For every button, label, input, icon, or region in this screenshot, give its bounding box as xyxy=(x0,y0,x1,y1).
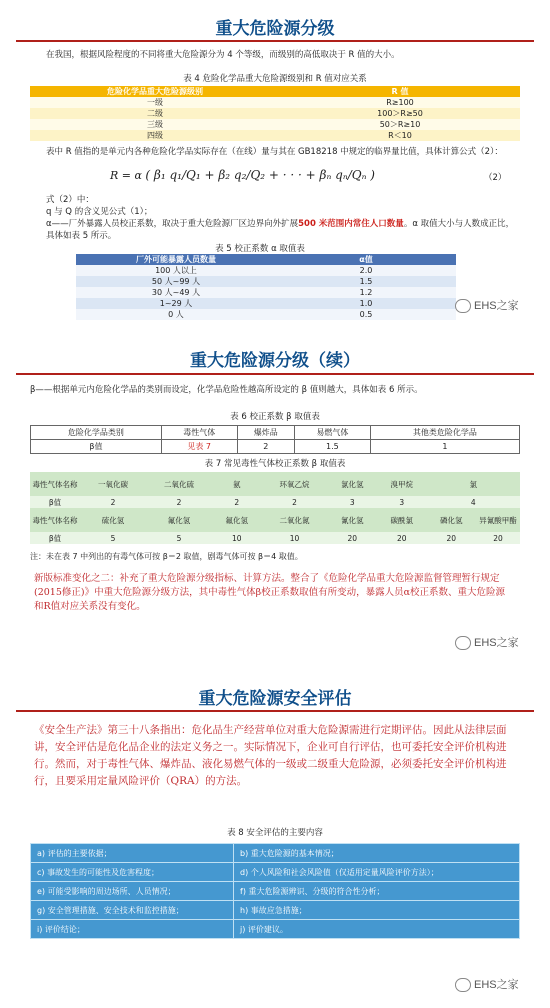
para2-c-text: α——厂外暴露人员校正系数，取决于重大危险源厂区边界向外扩展 xyxy=(46,219,299,229)
table7-cell: 10 xyxy=(212,532,262,544)
table6 xyxy=(30,425,520,454)
table5-cell: 100 人以上 xyxy=(76,265,276,276)
table8-cell: a) 评估的主要依据； xyxy=(31,844,234,863)
table7-cell: 异氰酸甲酯 xyxy=(476,508,520,532)
table4-header: 危险化学品重大危险源级别 xyxy=(30,86,280,97)
table7-cell: 氨 xyxy=(212,472,262,496)
panel2-intro: β——根据单元内危险化学品的类别而设定，化学品危险性越高所设定的 β 值则越大，具体如表 6 所示。 xyxy=(30,385,423,395)
table4 xyxy=(30,86,520,141)
wechat-icon xyxy=(455,299,471,313)
table4-cell: 四级 xyxy=(30,130,280,141)
table5-cell: 50 人~99 人 xyxy=(76,276,276,287)
table6-cell: 1.5 xyxy=(294,440,370,454)
table7-cell: 2 xyxy=(212,496,262,508)
table6-caption: 表 6 校正系数 β 取值表 xyxy=(230,412,320,422)
table7-cell: 磷化氢 xyxy=(427,508,477,532)
table6-cell: 见表 7 xyxy=(161,440,237,454)
panel1-intro: 在我国，根据风险程度的不同将重大危险源分为 4 个等级，而级别的高低取决于 R 值的大小。 xyxy=(46,50,400,60)
formula-number: （2） xyxy=(484,173,507,183)
table6-header: 爆炸品 xyxy=(237,426,294,440)
table7-cell: 4 xyxy=(427,496,521,508)
table5-cell: 1.5 xyxy=(276,276,456,287)
table7-cell: 毒性气体名称 xyxy=(30,508,80,532)
table8 xyxy=(30,843,520,939)
table6-header: 毒性气体 xyxy=(161,426,237,440)
table5 xyxy=(76,254,456,320)
table6-header: 易燃气体 xyxy=(294,426,370,440)
table7-cell: 20 xyxy=(377,532,427,544)
table7-cell: 20 xyxy=(328,532,378,544)
table8-caption: 表 8 安全评估的主要内容 xyxy=(227,828,323,838)
table5-cell: 1.0 xyxy=(276,298,456,309)
watermark-text: EHS之家 xyxy=(474,300,519,312)
table7-cell: 2 xyxy=(80,496,146,508)
title-rule xyxy=(16,373,534,375)
table8-cell: i) 评价结论； xyxy=(31,920,234,939)
table8-cell: h) 事故应急措施； xyxy=(234,901,520,920)
panel3-body: 《安全生产法》第三十八条指出：危化品生产经营单位对重大危险源需进行定期评估。因此从法律层面讲，安全评估是危化品企业的法定义务之一。实际情况下，企业可自行评估，也可委托安全评价机构进行。然而，对于毒性气体、爆炸品、液化易燃气体的一级或二级重大危险源，必须委托安全评价机构进行，且要采用定量风险评价（QRA）的方法。 xyxy=(34,724,507,787)
table7-cell: 硫化氢 xyxy=(80,508,146,532)
para2-red-text: 500 米范围内常住人口数量 xyxy=(298,219,404,229)
panel1-title: 重大危险源分级 xyxy=(215,19,335,39)
table7-cell: 氟化氢 xyxy=(146,508,212,532)
table8-cell: j) 评价建议。 xyxy=(234,920,520,939)
table7-cell: 2 xyxy=(262,496,328,508)
table6-header: 其他类危险化学品 xyxy=(370,426,519,440)
table7-cell: 20 xyxy=(427,532,477,544)
table6-cell: 2 xyxy=(237,440,294,454)
change-note: 新版标准变化之二：补充了重大危险源分级指标、计算方法。整合了《危险化学品重大危险源监督管理暂行规定(2015修正)》中重大危险源分级方法，其中毒性气体β校正系数取值有所变动，暴露人员α校正系数、重大危险源和R值对应关系没有变化。 xyxy=(34,573,505,612)
table5-cell: 1.2 xyxy=(276,287,456,298)
table7-cell: 氯 xyxy=(427,472,521,496)
table7-cell: 溴甲烷 xyxy=(377,472,427,496)
table5-cell: 0.5 xyxy=(276,309,456,320)
table7-note: 注：未在表 7 中列出的有毒气体可按 β＝2 取值，剧毒气体可按 β＝4 取值。 xyxy=(30,552,303,561)
watermark xyxy=(455,976,519,992)
watermark xyxy=(455,297,519,313)
table5-cell: 2.0 xyxy=(276,265,456,276)
formula-body: ( β₁ q₁/Q₁ + β₂ q₂/Q₂ + · · · + βₙ qₙ/Qₙ ) xyxy=(145,168,375,182)
table6-cell: β值 xyxy=(31,440,162,454)
table5-cell: 0 人 xyxy=(76,309,276,320)
table4-cell: 100＞R≥50 xyxy=(280,108,520,119)
formula-lhs: R = α xyxy=(110,169,142,182)
table7-caption: 表 7 常见毒性气体校正系数 β 取值表 xyxy=(204,459,346,469)
para2-a: 式（2）中： xyxy=(46,195,94,205)
wechat-icon xyxy=(455,978,471,992)
table7-cell: 3 xyxy=(328,496,378,508)
table7-cell: 氯化氢 xyxy=(328,472,378,496)
table7-cell: β值 xyxy=(30,532,80,544)
table4-cell: 一级 xyxy=(30,97,280,108)
table7-cell: 10 xyxy=(262,532,328,544)
table7-cell: 3 xyxy=(377,496,427,508)
para2-d-text: 。α 取值大小与人数成正比，具体如表 5 所示。 xyxy=(46,219,515,241)
table5-caption: 表 5 校正系数 α 取值表 xyxy=(215,244,305,254)
table7 xyxy=(30,472,520,544)
table7-cell: 氟化氢 xyxy=(212,508,262,532)
table8-cell: e) 可能受影响的周边场所、人员情况； xyxy=(31,882,234,901)
watermark-text: EHS之家 xyxy=(474,637,519,649)
table8-cell: c) 事故发生的可能性及危害程度； xyxy=(31,863,234,882)
table8-cell: g) 安全管理措施、安全技术和监控措施； xyxy=(31,901,234,920)
table5-header: α值 xyxy=(276,254,456,265)
table4-cell: 二级 xyxy=(30,108,280,119)
wechat-icon xyxy=(455,636,471,650)
panel1-para1: 表中 R 值指的是单元内各种危险化学品实际存在（在线）量与其在 GB18218 中规定的临界量比值，具体计算公式（2）： xyxy=(46,147,503,157)
table8-cell: d) 个人风险和社会风险值（仅适用定量风险评价方法）； xyxy=(234,863,520,882)
title-rule xyxy=(16,710,534,712)
table4-cell: 50＞R≥10 xyxy=(280,119,520,130)
watermark-text: EHS之家 xyxy=(474,979,519,991)
table6-header: 危险化学品类别 xyxy=(31,426,162,440)
table5-cell: 1~29 人 xyxy=(76,298,276,309)
table7-cell: 二氧化氮 xyxy=(262,508,328,532)
table4-header: R 值 xyxy=(280,86,520,97)
table7-cell: 5 xyxy=(80,532,146,544)
table4-cell: R＜10 xyxy=(280,130,520,141)
table8-cell: f) 重大危险源辨识、分级的符合性分析； xyxy=(234,882,520,901)
table7-cell: 2 xyxy=(146,496,212,508)
table7-cell: 碳酰氯 xyxy=(377,508,427,532)
table4-cell: 三级 xyxy=(30,119,280,130)
panel2-title: 重大危险源分级（续） xyxy=(190,351,360,371)
panel3-title: 重大危险源安全评估 xyxy=(198,689,352,709)
table7-cell: 5 xyxy=(146,532,212,544)
para2-b: q 与 Q 的含义见公式（1）； xyxy=(46,207,153,217)
watermark xyxy=(455,634,519,650)
table7-cell: 一氧化碳 xyxy=(80,472,146,496)
formula xyxy=(110,168,375,182)
title-rule xyxy=(16,40,534,42)
table5-header: 厂外可能暴露人员数量 xyxy=(76,254,276,265)
table7-cell: 毒性气体名称 xyxy=(30,472,80,496)
table7-cell: 二氧化硫 xyxy=(146,472,212,496)
table4-cell: R≥100 xyxy=(280,97,520,108)
table7-cell: 氰化氢 xyxy=(328,508,378,532)
table6-cell: 1 xyxy=(370,440,519,454)
table7-cell: 环氧乙烷 xyxy=(262,472,328,496)
table7-cell: 20 xyxy=(476,532,520,544)
table7-cell: β值 xyxy=(30,496,80,508)
para2-c xyxy=(46,218,516,242)
table5-cell: 30 人~49 人 xyxy=(76,287,276,298)
table8-cell: b) 重大危险源的基本情况； xyxy=(234,844,520,863)
table4-caption: 表 4 危险化学品重大危险源级别和 R 值对应关系 xyxy=(183,74,367,84)
